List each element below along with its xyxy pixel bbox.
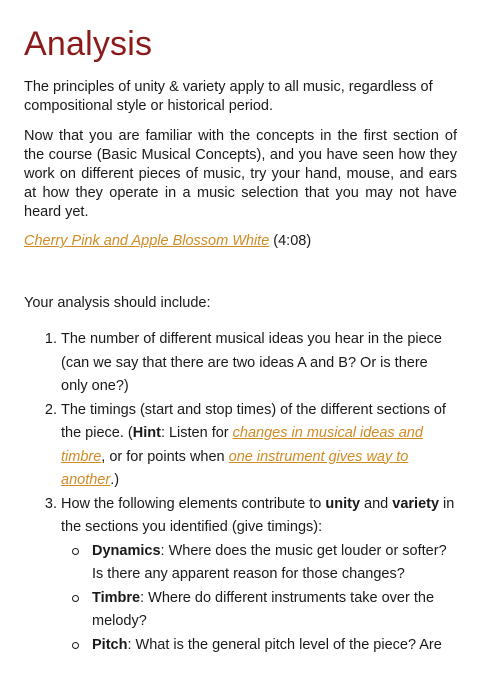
list-item (61, 328, 457, 399)
item-text: How the following elements contribute to (61, 495, 326, 512)
hint-label: Hint (132, 425, 161, 441)
item-text: : Listen for (160, 425, 233, 441)
item-text: and (360, 495, 393, 512)
song-link[interactable]: Cherry Pink and Apple Blossom White (24, 233, 270, 249)
unity-term: unity (325, 495, 361, 512)
sub-list-item (92, 587, 457, 634)
sub-list-item (92, 634, 457, 658)
item-text: : Where does the music get louder or softer? Is there any apparent reason for those changes? (92, 542, 447, 582)
item-text: , or for points when (101, 448, 229, 465)
song-line (24, 232, 457, 251)
timbre-changes-link[interactable]: changes in musical ideas and timbre (61, 425, 423, 465)
analysis-intro: Your analysis should include: (24, 295, 211, 311)
list-item (61, 493, 457, 658)
variety-term: variety (392, 495, 440, 512)
intro-paragraph: The principles of unity & variety apply to all music, regardless of compositional style or historical period. (24, 79, 433, 114)
analysis-list (24, 328, 457, 657)
item-text: in the sections you identified (give timings): (61, 495, 455, 535)
elements-list (61, 540, 457, 658)
item-text: : Where do different instruments take over the melody? (92, 589, 435, 629)
item-text: .) (110, 472, 120, 488)
song-duration: (4:08) (269, 233, 312, 249)
item-text: The number of different musical ideas you hear in the piece (can we say that there are two ideas A and B? Or is there only one?) (61, 331, 442, 394)
instrument-change-link[interactable]: one instrument gives way to another (61, 448, 409, 488)
list-item (61, 399, 457, 493)
sub-list-item (92, 540, 457, 587)
item-text: : What is the general pitch level of the piece? Are (127, 636, 442, 653)
element-label: Pitch (92, 636, 128, 653)
element-label: Dynamics (92, 542, 161, 559)
page-title: Analysis (24, 25, 153, 63)
item-text: The timings (start and stop times) of the different sections of the piece. ( (61, 401, 446, 441)
instructions-paragraph: Now that you are familiar with the concepts in the first section of the course (Basic Musical Concepts), and you have seen how they work on different pieces of music, try your hand, mouse, and ears at how they operate in a music selection that you may not have heard yet. (24, 128, 457, 220)
element-label: Timbre (92, 589, 141, 606)
